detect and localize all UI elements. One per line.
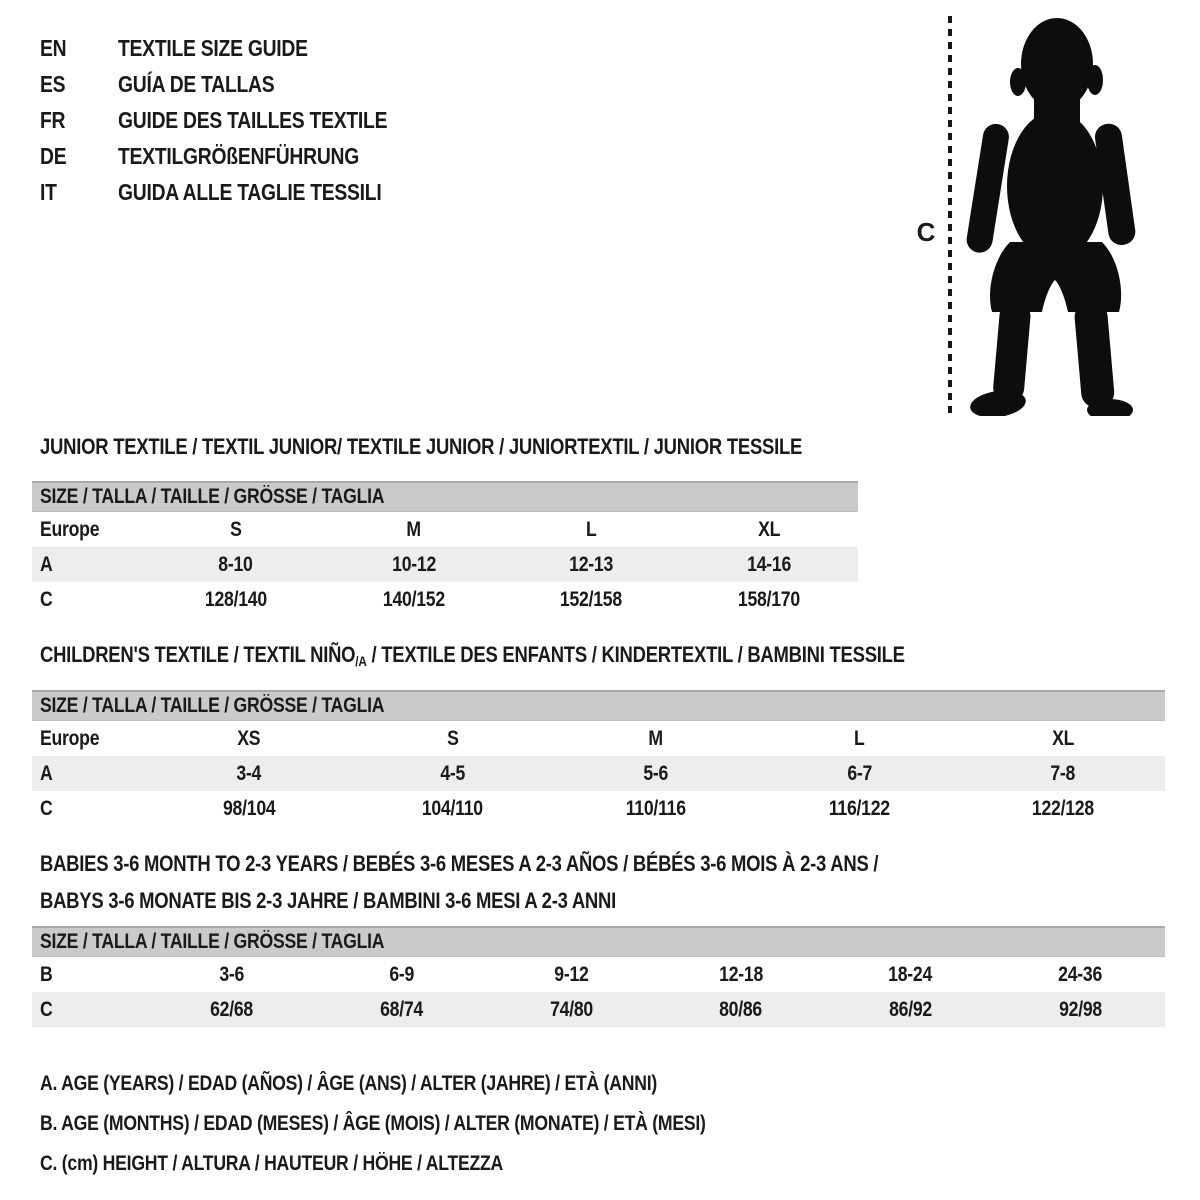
age-cell: 7-8 [1050, 761, 1076, 785]
height-cell: 104/110 [421, 796, 483, 820]
row-label: Europe [40, 517, 100, 541]
size-header-bar: SIZE / TALLA / TAILLE / GRÖSSE / TAGLIA [32, 690, 1165, 721]
table-row-age [32, 547, 858, 582]
language-code: DE [40, 142, 67, 169]
language-code: EN [40, 34, 67, 61]
age-cell: 9-12 [554, 962, 589, 986]
age-cell: 10-12 [391, 552, 436, 576]
age-cell: 3-4 [236, 761, 262, 785]
height-cell: 86/92 [889, 997, 932, 1021]
height-cell: 152/158 [560, 587, 623, 611]
legend-height-cm: C. (cm) HEIGHT / ALTURA / HAUTEUR / HÖHE / ALTEZZA [40, 1152, 504, 1175]
junior-section-title: JUNIOR TEXTILE / TEXTIL JUNIOR/ TEXTILE JUNIOR / JUNIORTEXTIL / JUNIOR TESSILE [40, 434, 803, 459]
language-code: IT [40, 178, 57, 205]
age-cell: 24-36 [1058, 962, 1103, 986]
language-row-en [40, 30, 439, 66]
guide-title-de: TEXTILGRÖßENFÜHRUNG [118, 142, 360, 169]
guide-title-fr: GUIDE DES TAILLES TEXTILE [118, 106, 388, 133]
height-cell: 92/98 [1058, 997, 1102, 1021]
height-cell: 158/170 [738, 587, 801, 611]
table-row-europe [32, 721, 1165, 756]
height-measure-line [948, 16, 952, 414]
language-row-it [40, 174, 439, 210]
size-cell: M [406, 517, 421, 541]
size-cell: XL [1052, 726, 1075, 750]
row-label: C [40, 997, 53, 1021]
guide-title-en: TEXTILE SIZE GUIDE [118, 34, 308, 61]
size-cell: L [854, 726, 865, 750]
language-title-list [40, 30, 439, 210]
language-code: FR [40, 106, 66, 133]
height-cell: 140/152 [382, 587, 445, 611]
babies-size-table [32, 926, 1165, 1027]
height-cell: 98/104 [222, 796, 276, 820]
size-cell: S [230, 517, 242, 541]
nino-a-subscript: /A [355, 653, 367, 669]
size-cell: S [446, 726, 459, 750]
measurement-legend [40, 1064, 832, 1184]
height-cell: 80/86 [719, 997, 763, 1021]
height-cell: 110/116 [625, 796, 687, 820]
age-cell: 6-7 [847, 761, 872, 785]
age-cell: 12-13 [569, 552, 614, 576]
age-cell: 18-24 [888, 962, 933, 986]
size-cell: XL [758, 517, 781, 541]
language-code: ES [40, 70, 66, 97]
guide-title-it: GUIDA ALLE TAGLIE TESSILI [118, 178, 382, 205]
language-row-de [40, 138, 439, 174]
age-cell: 8-10 [218, 552, 254, 576]
row-label: C [40, 587, 53, 611]
legend-age-months: B. AGE (MONTHS) / EDAD (MESES) / ÂGE (MOIS) / ALTER (MONATE) / ETÀ (MESI) [40, 1112, 706, 1135]
age-cell: 5-6 [643, 761, 669, 785]
height-cell: 116/122 [829, 796, 891, 820]
height-cell: 68/74 [380, 997, 423, 1021]
table-row-height [32, 992, 1165, 1027]
children-size-table [32, 690, 1165, 826]
legend-age-years: A. AGE (YEARS) / EDAD (AÑOS) / ÂGE (ANS) / ALTER (JAHRE) / ETÀ (ANNI) [40, 1072, 658, 1095]
row-label: A [40, 552, 53, 576]
junior-size-table [32, 481, 858, 617]
size-cell: L [586, 517, 597, 541]
table-row-europe [32, 512, 858, 547]
height-cell: 74/80 [549, 997, 593, 1021]
children-section-title: CHILDREN'S TEXTILE / TEXTIL NIÑO/A / TEXTILE DES ENFANTS / KINDERTEXTIL / BAMBINI TESSILE [40, 642, 905, 669]
height-cell: 62/68 [210, 997, 254, 1021]
age-cell: 12-18 [718, 962, 763, 986]
size-header-bar: SIZE / TALLA / TAILLE / GRÖSSE / TAGLIA [32, 481, 858, 512]
row-label: C [40, 796, 53, 820]
height-cell: 128/140 [204, 587, 267, 611]
language-row-es [40, 66, 439, 102]
row-label: A [40, 761, 53, 785]
table-row-age-months [32, 957, 1165, 992]
table-row-age [32, 756, 1165, 791]
age-cell: 4-5 [440, 761, 465, 785]
size-cell: M [648, 726, 664, 750]
language-row-fr [40, 102, 439, 138]
age-cell: 6-9 [389, 962, 414, 986]
height-measure-label: C [916, 217, 936, 247]
table-row-height [32, 582, 858, 617]
age-cell: 3-6 [219, 962, 245, 986]
table-row-height [32, 791, 1165, 826]
height-cell: 122/128 [1032, 796, 1095, 820]
babies-section-title: BABIES 3-6 MONTH TO 2-3 YEARS / BEBÉS 3-6 MESES A 2-3 AÑOS / BÉBÉS 3-6 MOIS À 2-3 ANS / BABYS 3-6 MONATE BIS 2-3 JAHRE / BAMBINI 3-6 MESI A 2-3 ANNI [40, 851, 879, 913]
guide-title-es: GUÍA DE TALLAS [118, 70, 275, 97]
age-cell: 14-16 [747, 552, 792, 576]
row-label: Europe [40, 726, 100, 750]
row-label: B [40, 962, 53, 986]
toddler-silhouette-image [964, 14, 1136, 416]
size-cell: XS [237, 726, 261, 750]
size-header-bar: SIZE / TALLA / TAILLE / GRÖSSE / TAGLIA [32, 926, 1165, 957]
